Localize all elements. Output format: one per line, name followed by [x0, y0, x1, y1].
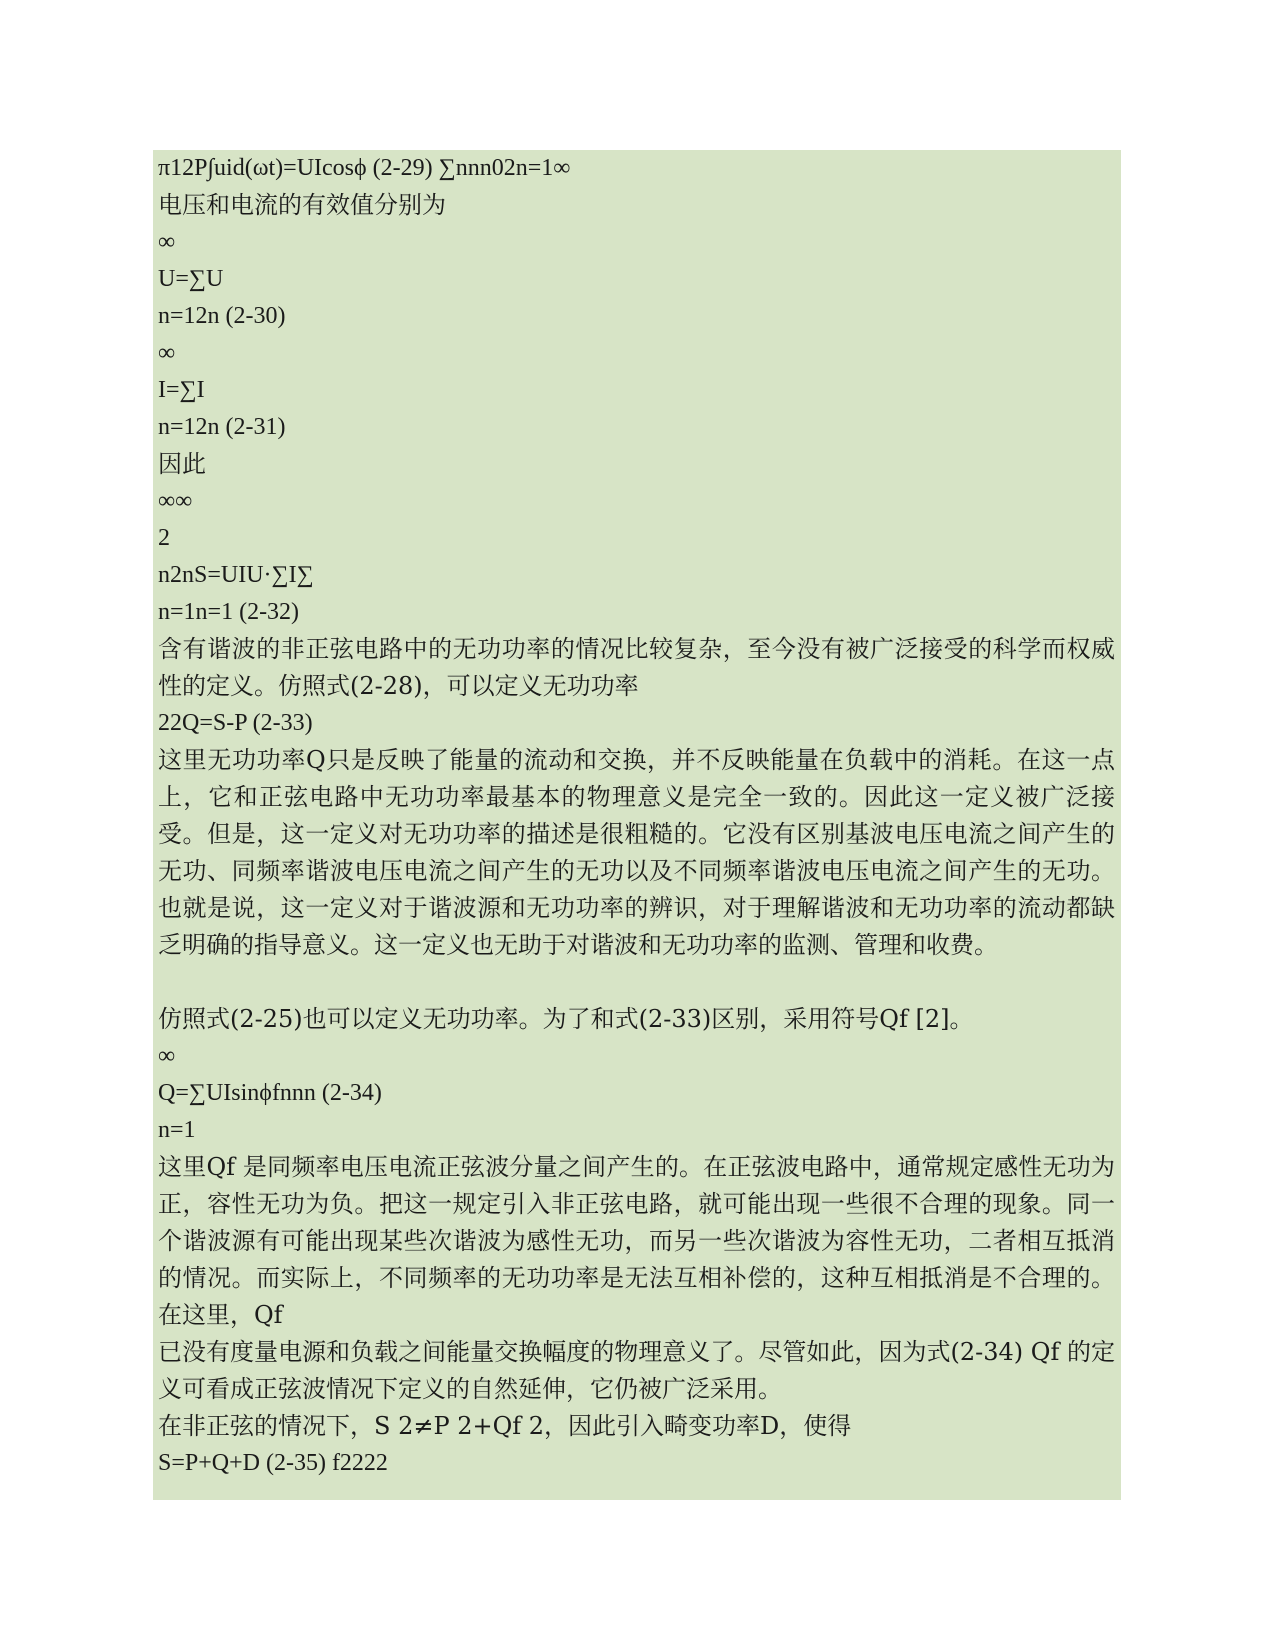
- equation-line: ∞: [158, 1043, 176, 1069]
- paragraph: 这里Qf 是同频率电压电流正弦波分量之间产生的。在正弦波电路中，通常规定感性无功为正，容性无功为负。把这一规定引入非正弦电路，就可能出现一些很不合理的现象。同一个谐波源有可能出现某些次谐波为感性无功，而另一些次谐波为容性无功，二者相互抵消的情况。而实际上，不同频率的无功功率是无法互相补偿的，这种互相抵消是不合理的。在这里，Qf: [158, 1153, 1115, 1329]
- equation-line: ∞: [158, 229, 176, 255]
- text-line: 电压和电流的有效值分别为: [158, 191, 446, 219]
- equation-line: n=1: [158, 1117, 196, 1143]
- equation-line: ∞∞: [158, 488, 193, 514]
- equation-line: n2nS=UIU·∑I∑: [158, 562, 314, 588]
- text-line: 因此: [158, 450, 206, 478]
- equation-line: π12P∫uid(ωt)=UIcosϕ (2-29) ∑nnn02n=1∞: [158, 155, 571, 181]
- equation-line: ∞: [158, 340, 176, 366]
- equation-line: 22Q=S-P (2-33): [158, 710, 313, 736]
- text-line: 仿照式(2-25)也可以定义无功功率。为了和式(2-33)区别，采用符号Qf [2]。: [158, 1005, 974, 1033]
- paragraph: 已没有度量电源和负载之间能量交换幅度的物理意义了。尽管如此，因为式(2-34) Qf 的定义可看成正弦波情况下定义的自然延伸，它仍被广泛采用。: [158, 1338, 1115, 1403]
- equation-line: n=12n (2-30): [158, 303, 286, 329]
- equation-line: Q=∑UIsinϕfnnn (2-34): [158, 1080, 382, 1106]
- equation-line: n=1n=1 (2-32): [158, 599, 300, 625]
- equation-line: n=12n (2-31): [158, 414, 286, 440]
- equation-line: I=∑I: [158, 377, 205, 403]
- equation-line: 2: [158, 525, 170, 551]
- equation-line: S=P+Q+D (2-35) f2222: [158, 1450, 388, 1476]
- paragraph: 含有谐波的非正弦电路中的无功功率的情况比较复杂，至今没有被广泛接受的科学而权威性的定义。仿照式(2-28)，可以定义无功功率: [158, 635, 1115, 700]
- equation-line: U=∑U: [158, 266, 224, 292]
- text-line: 在非正弦的情况下，S 2≠P 2+Qf 2，因此引入畸变功率D，使得: [158, 1412, 852, 1440]
- document-body: [153, 150, 1121, 1500]
- paragraph: 这里无功功率Q只是反映了能量的流动和交换，并不反映能量在负载中的消耗。在这一点上，它和正弦电路中无功功率最基本的物理意义是完全一致的。因此这一定义被广泛接受。但是，这一定义对无功功率的描述是很粗糙的。它没有区别基波电压电流之间产生的无功、同频率谐波电压电流之间产生的无功以及不同频率谐波电压电流之间产生的无功。也就是说，这一定义对于谐波源和无功功率的辨识，对于理解谐波和无功功率的流动都缺乏明确的指导意义。这一定义也无助于对谐波和无功功率的监测、管理和收费。: [158, 746, 1115, 959]
